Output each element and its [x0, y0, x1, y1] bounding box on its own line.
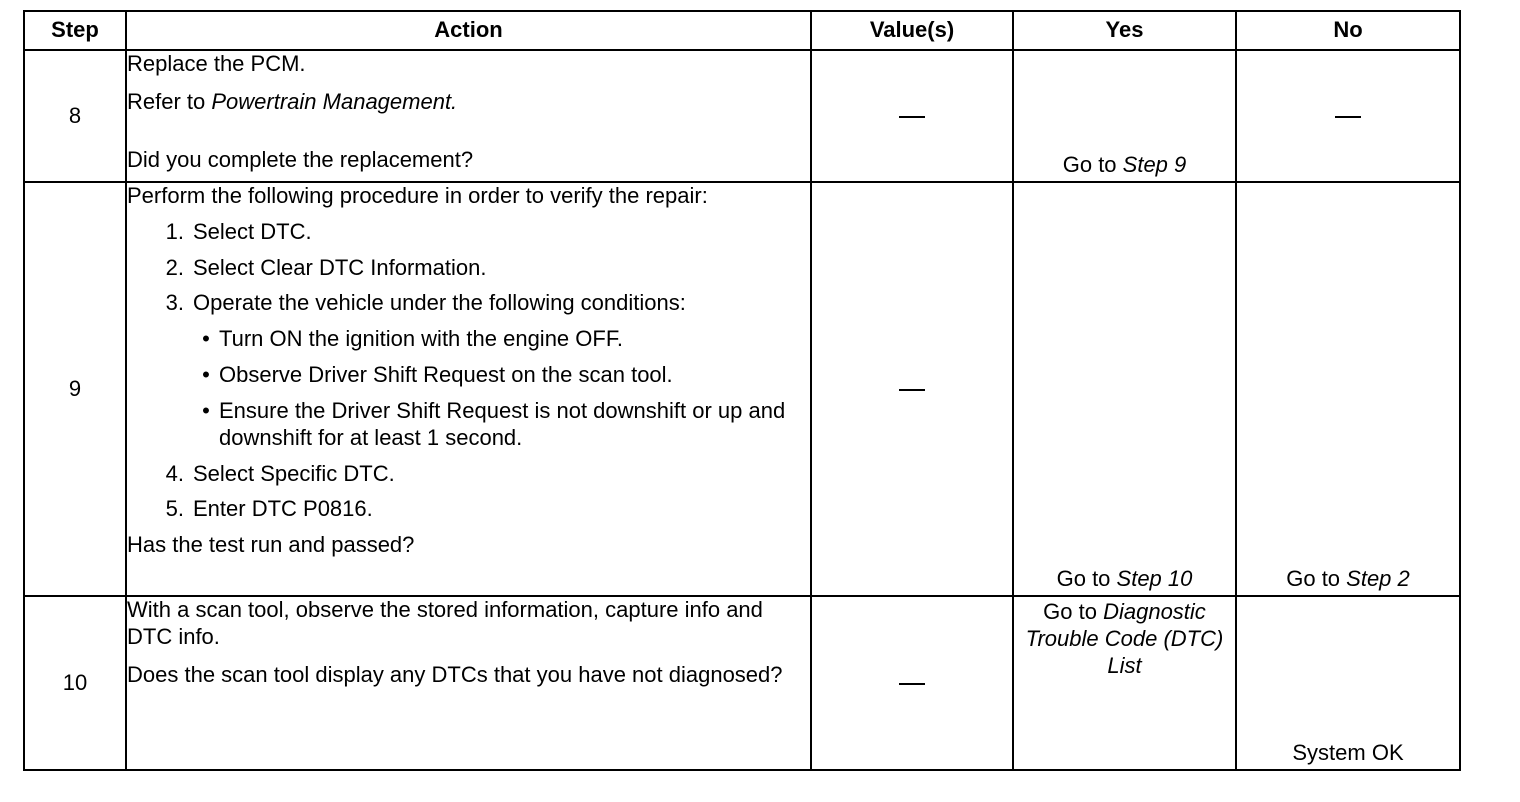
bullet-item: • Ensure the Driver Shift Request is not downshift or up and downshift for at least 1 second.: [202, 397, 786, 450]
yes-result[interactable]: Go to Diagnostic Trouble Code (DTC) List: [1025, 599, 1224, 678]
dash-value: [899, 116, 925, 118]
list-item: 5. Enter DTC P0816.: [165, 496, 373, 522]
table-row: [24, 50, 1460, 182]
header-step: Step: [24, 11, 126, 50]
yes-result[interactable]: Go to Step 9: [1062, 152, 1187, 178]
bullet-item: • Observe Driver Shift Request on the scan tool.: [202, 362, 673, 388]
no-result[interactable]: System OK: [1292, 740, 1404, 766]
dash-value: [899, 389, 925, 391]
header-yes: Yes: [1013, 11, 1236, 50]
yes-result[interactable]: Go to Step 10: [1056, 566, 1193, 592]
list-item: 4. Select Specific DTC.: [165, 460, 395, 486]
dash-value: [1335, 116, 1361, 118]
action-text: Perform the following procedure in order to verify the repair:: [127, 183, 708, 208]
header-action: Action: [126, 11, 811, 50]
action-text: Refer to Powertrain Management.: [127, 88, 458, 114]
dash-value: [899, 683, 925, 685]
no-result[interactable]: Go to Step 2: [1286, 566, 1410, 592]
header-values: Value(s): [811, 11, 1013, 50]
no-cell: [1236, 596, 1460, 770]
action-question: Does the scan tool display any DTCs that you have not diagnosed?: [127, 661, 783, 687]
diagnostic-table: [23, 10, 1461, 771]
list-item: 3. Operate the vehicle under the following conditions:: [165, 290, 686, 316]
value-cell: [811, 596, 1013, 770]
step-number: 10: [24, 596, 126, 770]
header-row: [24, 11, 1460, 50]
step-number: 9: [24, 182, 126, 596]
value-cell: [811, 182, 1013, 596]
yes-cell: [1013, 50, 1236, 182]
list-item: 1. Select DTC.: [165, 218, 312, 244]
bullet-item: • Turn ON the ignition with the engine OFF.: [202, 326, 623, 352]
no-cell: [1236, 50, 1460, 182]
step-number: 8: [24, 50, 126, 182]
action-cell: [126, 182, 811, 596]
table-row: [24, 596, 1460, 770]
yes-cell: [1013, 182, 1236, 596]
reference-link[interactable]: Powertrain Management.: [211, 88, 458, 114]
action-question: Did you complete the replacement?: [127, 146, 474, 172]
action-question: Has the test run and passed?: [127, 532, 415, 558]
action-text: With a scan tool, observe the stored information, capture info and DTC info.: [127, 597, 763, 649]
no-cell: [1236, 182, 1460, 596]
table-row: [24, 182, 1460, 596]
action-cell: [126, 596, 811, 770]
action-text: Replace the PCM.: [127, 51, 306, 76]
action-cell: [126, 50, 811, 182]
list-item: 2. Select Clear DTC Information.: [165, 254, 487, 280]
value-cell: [811, 50, 1013, 182]
header-no: No: [1236, 11, 1460, 50]
yes-cell: [1013, 596, 1236, 770]
